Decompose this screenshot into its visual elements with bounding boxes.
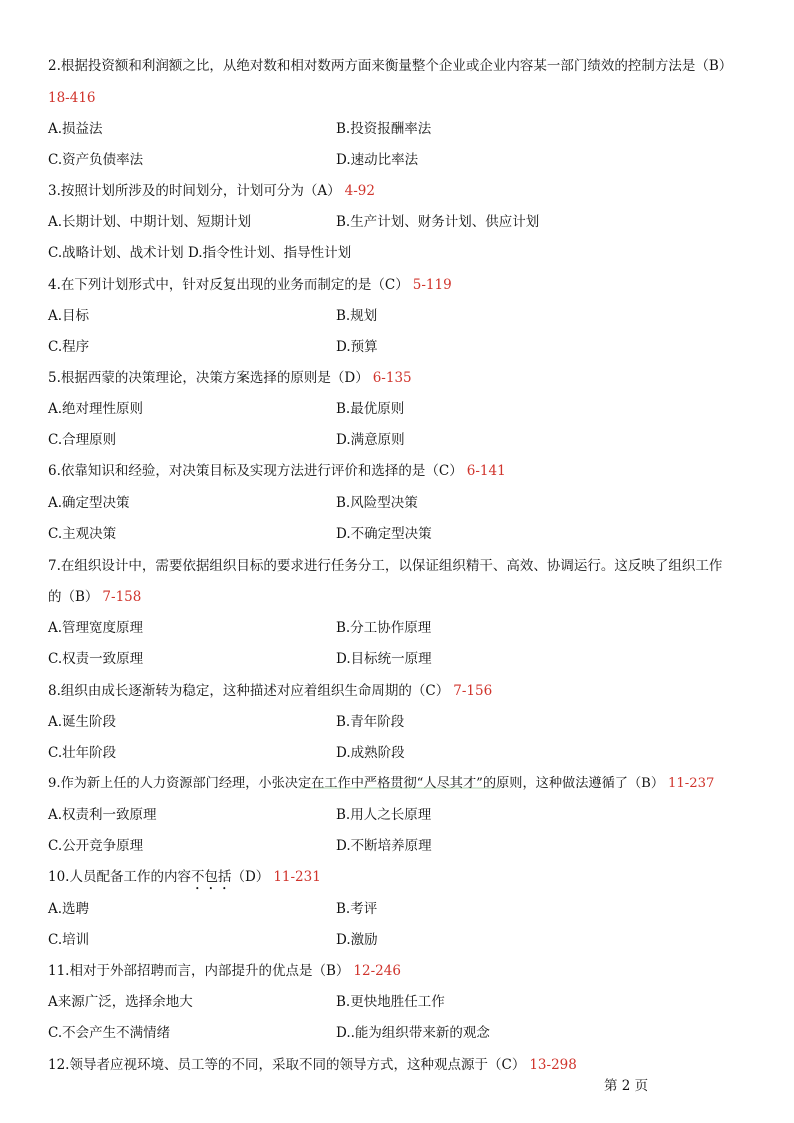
question-number: 3. [48, 183, 61, 199]
answer: （B） [61, 589, 99, 605]
option: B.分工协作原理 [336, 620, 432, 636]
answer: （C） [411, 683, 450, 699]
option: B.风险型决策 [336, 495, 418, 511]
option: A.确定型决策 [48, 495, 130, 511]
reference: 6-135 [372, 370, 412, 386]
reference: 7-156 [453, 683, 493, 699]
option: D.速动比率法 [336, 152, 419, 168]
option: D.不断培养原理 [336, 838, 432, 854]
question-12 [48, 1056, 577, 1074]
option: A.诞生阶段 [48, 714, 117, 730]
option: A.绝对理性原则 [48, 401, 144, 417]
question-9 [48, 775, 714, 793]
answer: （D） [231, 869, 270, 885]
question-2 [48, 57, 732, 75]
option: A.损益法 [48, 121, 103, 137]
option: C.培训 [48, 932, 90, 948]
question-text: 作为新上任的人力资源部门经理，小张决定在工作中严格贯彻“人尽其才”的原则，这种做法遵循了 [60, 776, 628, 791]
answer: （C） [425, 463, 463, 479]
reference: 11-231 [273, 869, 321, 885]
option: D..能为组织带来新的观念 [336, 1025, 490, 1041]
emphasized-text: 不包括 [190, 869, 232, 885]
question-text: 在组织设计中，需要依据组织目标的要求进行任务分工，以保证组织精干、高效、协调运行。这反映了组织工作 [60, 558, 723, 574]
question-number: 10. [48, 869, 70, 885]
option: B.规划 [336, 308, 378, 324]
option: B.用人之长原理 [336, 807, 432, 823]
option: C.主观决策 [48, 526, 117, 542]
option: B.最优原则 [336, 401, 405, 417]
question-number: 9. [48, 776, 61, 791]
option: B.考评 [336, 901, 378, 917]
question-number: 12. [48, 1057, 70, 1073]
question-text: 根据投资额和利润额之比，从绝对数和相对数两方面来衡量整个企业或企业内容某一部门绩效的控制方法是 [60, 58, 696, 74]
answer: （B） [695, 58, 733, 74]
answer: （C） [371, 277, 409, 293]
answer: （B） [312, 963, 350, 979]
option: C.壮年阶段 [48, 745, 117, 761]
question-8 [48, 682, 492, 700]
option: D.成熟阶段 [336, 745, 405, 761]
question-11 [48, 962, 401, 980]
answer: （D） [330, 370, 369, 386]
option: C.程序 [48, 339, 90, 355]
question-number: 5. [48, 370, 61, 386]
reference: 5-119 [412, 277, 452, 293]
question-10 [48, 868, 321, 893]
answer: （A） [303, 183, 341, 199]
question-number: 7. [48, 558, 61, 574]
option: D.目标统一原理 [336, 651, 432, 667]
option: C.资产负债率法 [48, 152, 144, 168]
option: A.选聘 [48, 901, 90, 917]
question-text: 组织由成长逐渐转为稳定，这种描述对应着组织生命周期的 [60, 683, 412, 699]
option: D.不确定型决策 [336, 526, 432, 542]
option: A.目标 [48, 308, 90, 324]
reference: 11-237 [668, 776, 715, 791]
option-c-d [48, 244, 351, 262]
option: D.指令性计划、指导性计划 [187, 245, 352, 261]
answer: （C） [487, 1057, 526, 1073]
question-number: 8. [48, 683, 61, 699]
question-7 [48, 557, 722, 575]
option: D.激励 [336, 932, 378, 948]
option: A.长期计划、中期计划、短期计划 [48, 214, 252, 230]
reference: 12-246 [353, 963, 401, 979]
question-7-cont [48, 588, 141, 606]
reference: 7-158 [102, 589, 142, 605]
option: D.预算 [336, 339, 378, 355]
question-text: 在下列计划形式中，针对反复出现的业务而制定的是 [60, 277, 372, 293]
option: C.不会产生不满情绪 [48, 1025, 171, 1041]
reference: 13-298 [529, 1057, 577, 1073]
page-number: 第 2 页 [604, 1078, 649, 1094]
question-5 [48, 369, 412, 387]
question-6 [48, 462, 506, 480]
reference: 4-92 [344, 183, 375, 199]
reference: 18-416 [48, 90, 96, 106]
option: D.满意原则 [336, 432, 405, 448]
option: B.生产计划、财务计划、供应计划 [336, 214, 540, 230]
answer: （B） [627, 776, 665, 791]
question-text: 的 [48, 589, 62, 605]
question-text: 人员配备工作的内容 [69, 869, 191, 885]
question-number: 6. [48, 463, 61, 479]
question-4 [48, 276, 452, 294]
option: A.管理宽度原理 [48, 620, 144, 636]
question-number: 11. [48, 963, 70, 979]
option: A.权责利一致原理 [48, 807, 157, 823]
option: B.青年阶段 [336, 714, 405, 730]
question-text: 相对于外部招聘而言，内部提升的优点是 [69, 963, 313, 979]
option: B.投资报酬率法 [336, 121, 432, 137]
question-number: 4. [48, 277, 61, 293]
option: C.战略计划、战术计划 [48, 245, 184, 261]
question-3 [48, 182, 375, 200]
option: C.权责一致原理 [48, 651, 144, 667]
question-number: 2. [48, 58, 61, 74]
question-text: 按照计划所涉及的时间划分，计划可分为 [60, 183, 304, 199]
option: C.公开竞争原理 [48, 838, 144, 854]
question-text: 根据西蒙的决策理论，决策方案选择的原则是 [60, 370, 331, 386]
option: B.更快地胜任工作 [336, 994, 445, 1010]
option: A来源广泛，选择余地大 [48, 994, 193, 1010]
question-text: 领导者应视环境、员工等的不同，采取不同的领导方式，这种观点源于 [69, 1057, 488, 1073]
reference: 6-141 [466, 463, 506, 479]
question-text: 依靠知识和经验，对决策目标及实现方法进行评价和选择的是 [60, 463, 426, 479]
question-2-ref-line [48, 89, 96, 107]
option: C.合理原则 [48, 432, 117, 448]
